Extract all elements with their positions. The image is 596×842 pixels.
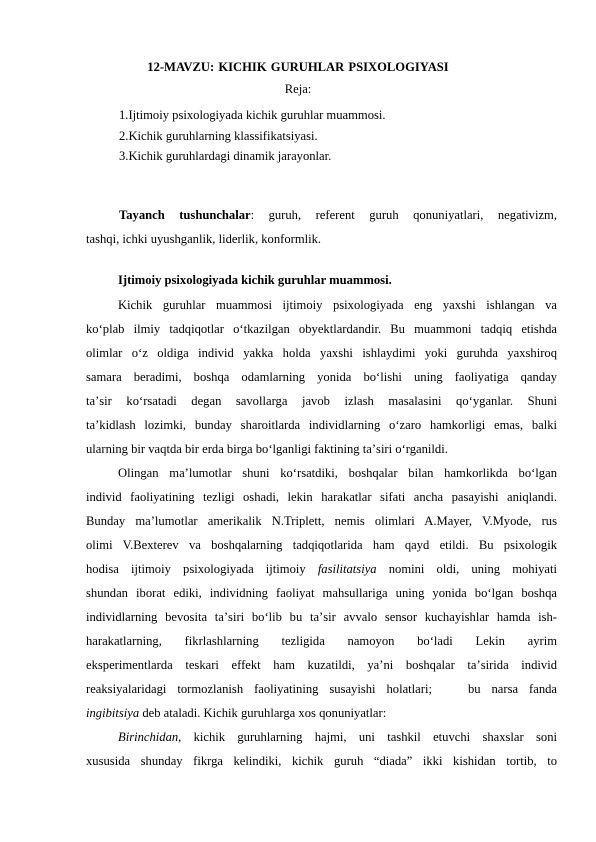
- paragraph-line: xususida shunday fikrga kelindiki, kichik guruh “diada” ikki kishidan tortib, to: [86, 754, 557, 768]
- keywords-text: : guruh, referent guruh qonuniyatlari, negativizm,: [250, 208, 557, 222]
- paragraph-3: [86, 725, 557, 773]
- paragraph-1: [86, 293, 557, 461]
- paragraph-line: [86, 677, 557, 701]
- paragraph-line: [86, 701, 557, 725]
- term-fasilitatsiya: fasilitatsiya: [317, 562, 377, 576]
- text-run: , kichik guruhlarning hajmi, uni tashkil etuvchi shaxslar soni: [178, 730, 557, 744]
- keywords-label: Tayanch tushunchalar: [119, 208, 251, 222]
- section-heading: Ijtimoiy psixologiyada kichik guruhlar muammosi.: [118, 273, 392, 287]
- paragraph-line: shundan iborat ediki, individning faoliyat mahsullariga uning yonida boʻlgan boshqa: [86, 586, 557, 600]
- plan-item: 1.Ijtimoiy psixologiyada kichik guruhlar muammosi.: [119, 108, 386, 122]
- paragraph-line: samara beradimi, boshqa odamlarning yonida boʻlishi uning faoliyatiga qanday: [86, 370, 557, 384]
- term-birinchidan: Birinchidan: [118, 730, 179, 744]
- term-ingibitsiya: ingibitsiya: [86, 706, 140, 720]
- keywords-paragraph: [86, 203, 557, 251]
- text-run: reaksiyalaridagi tormozlanish faoliyatining susayishi holatlari;: [86, 682, 432, 696]
- paragraph-line: eksperimentlarda teskari effekt ham kuzatildi, yaʼni boshqalar taʼsirida individ: [86, 658, 557, 672]
- plan-list: [119, 105, 386, 167]
- paragraph-line: taʼkidlash lozimki, bunday sharoitlarda individlarning oʻzaro hamkorligi emas, balki: [86, 418, 557, 432]
- paragraph-line: koʻplab ilmiy tadqiqotlar oʻtkazilgan obyektlardandir. Bu muammoni tadqiq etishda: [86, 322, 557, 336]
- paragraph-line: individ faoliyatining tezligi oshadi, lekin harakatlar sifati ancha pasayishi aniqlandi.: [86, 490, 557, 504]
- paragraph-line: Olingan maʼlumotlar shuni koʻrsatdiki, boshqalar bilan hamkorlikda boʻlgan: [118, 466, 557, 480]
- plan-item: 3.Kichik guruhlardagi dinamik jarayonlar.: [119, 149, 332, 163]
- plan-item: 2.Kichik guruhlarning klassifikatsiyasi.: [119, 128, 318, 143]
- paragraph-line: individlarning bevosita taʼsiri boʻlib bu taʼsir avvalo sensor kuchayishlar hamda ish-: [86, 610, 557, 624]
- paragraph-line: harakatlarning, fikrlashlarning tezligida namoyon boʻladi Lekin ayrim: [86, 634, 557, 648]
- paragraph-line: ularning bir vaqtda bir erda birga boʻlganligi faktining taʼsiri oʻrganildi.: [86, 442, 448, 456]
- text-run: deb ataladi. Kichik guruhlarga xos qonuniyatlar:: [139, 706, 387, 720]
- document-title: 12-MAVZU: KICHIK GURUHLAR PSIXOLOGIYASI: [147, 60, 449, 74]
- paragraph-line: [86, 557, 557, 581]
- paragraph-line: taʼsir koʻrsatadi degan savollarga javob izlash masalasini qoʻyganlar. Shuni: [86, 394, 557, 408]
- text-run: nomini oldi, uning mohiyati: [376, 562, 557, 576]
- paragraph-line: [86, 725, 557, 749]
- paragraph-line: olimlar oʻz oldiga individ yakka holda yaxshi ishlaydimi yoki guruhda yaxshiroq: [86, 346, 557, 360]
- text-run: bu narsa fanda: [467, 682, 557, 696]
- paragraph-line: Kichik guruhlar muammosi ijtimoiy psixologiyada eng yaxshi ishlangan va: [118, 298, 557, 312]
- paragraph-line: Bunday maʼlumotlar amerikalik N.Triplett, nemis olimlari A.Mayer, V.Myode, rus: [86, 514, 557, 528]
- plan-label: Reja:: [284, 82, 312, 96]
- paragraph-2: [86, 461, 557, 725]
- keywords-text: tashqi, ichki uyushganlik, liderlik, konformlik.: [86, 232, 322, 246]
- text-run: hodisa ijtimoiy psixologiyada ijtimoiy: [86, 562, 318, 576]
- paragraph-line: olimi V.Bexterev va boshqalarning tadqiqotlarida ham qayd etildi. Bu psixologik: [86, 538, 557, 552]
